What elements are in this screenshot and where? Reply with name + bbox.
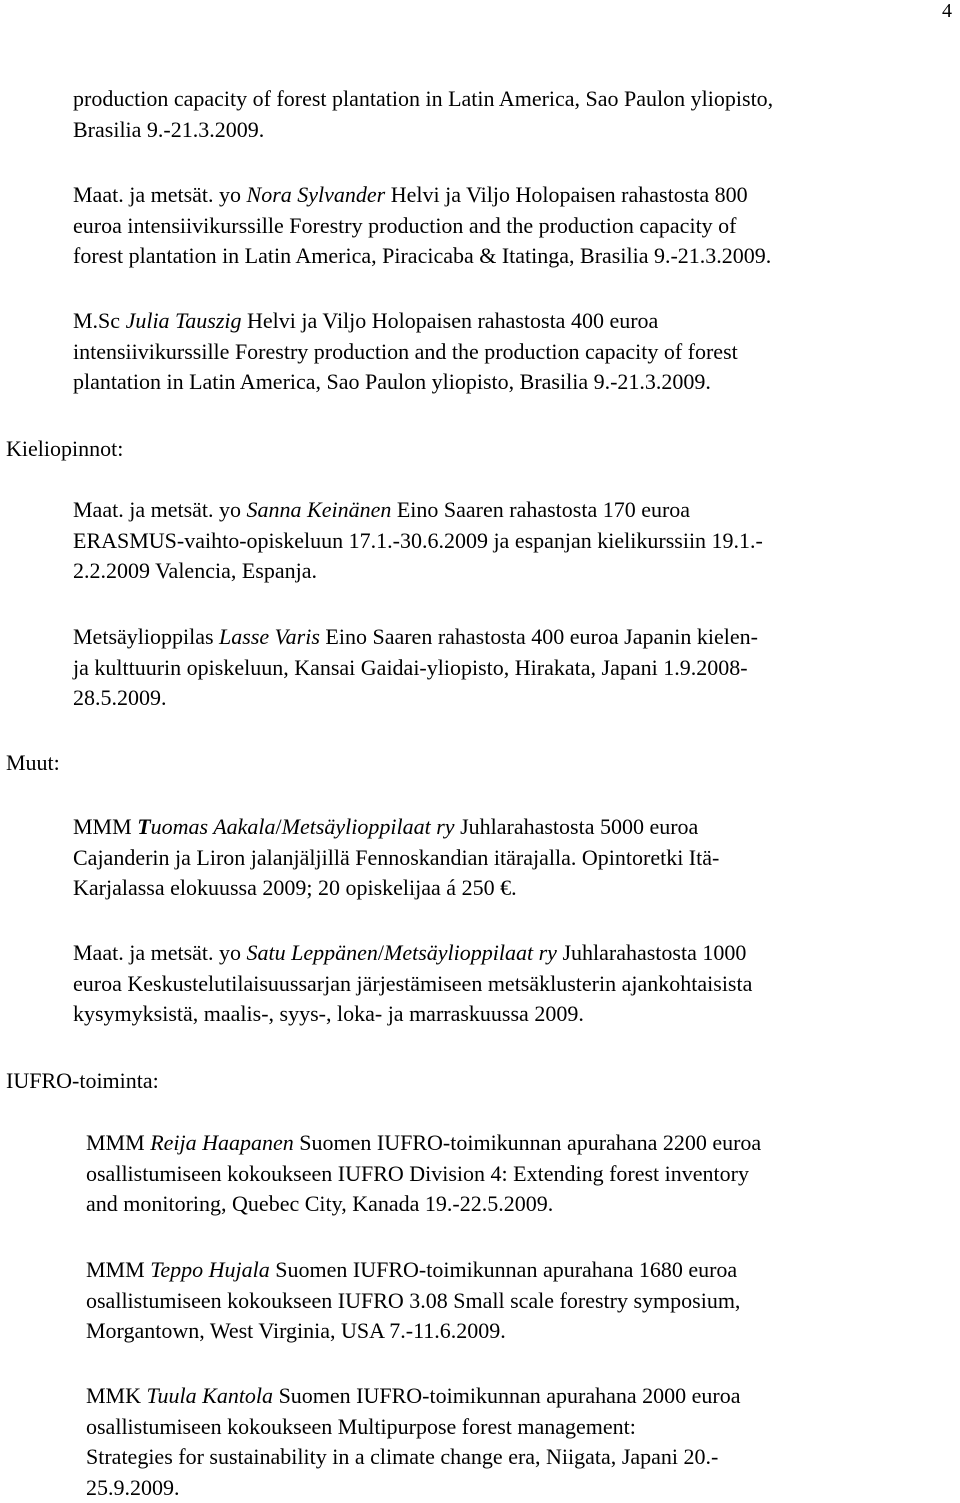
entry-tuula-kantola: [86, 1381, 946, 1503]
entry-line: osallistumiseen kokoukseen IUFRO Division 4: Extending forest inventory: [86, 1159, 946, 1190]
entry-text: Helvi ja Viljo Holopaisen rahastosta 400 euroa: [242, 308, 659, 333]
entry-line: intensiivikurssille Forestry production and the production capacity of forest: [73, 337, 933, 368]
entry-first-line: [73, 180, 933, 211]
entry-prefix: MMM: [86, 1130, 150, 1155]
word: Japani: [622, 1444, 678, 1469]
entry-line: 25.9.2009.: [86, 1473, 946, 1503]
entry-line: Karjalassa elokuussa 2009; 20 opiskelijaa á 250 €.: [73, 873, 933, 904]
entry-first-line: [73, 938, 933, 969]
entry-text: Eino Saaren rahastosta 400 euroa Japanin kielen-: [320, 624, 758, 649]
word: Strategies: [86, 1444, 173, 1469]
entry-reija-haapanen: [86, 1128, 946, 1220]
entry-text: Helvi ja Viljo Holopaisen rahastosta 800: [385, 182, 747, 207]
entry-line: forest plantation in Latin America, Piracicaba & Itatinga, Brasilia 9.-21.3.2009.: [73, 241, 933, 272]
entry-line: osallistumiseen kokoukseen Multipurpose forest management:: [86, 1412, 946, 1443]
entry-prefix: MMK: [86, 1383, 147, 1408]
recipient-name: uomas Aakala: [151, 814, 276, 839]
recipient-name: Tuula Kantola: [147, 1383, 274, 1408]
recipient-name: Sanna Keinänen: [247, 497, 392, 522]
entry-text: Suomen IUFRO-toimikunnan apurahana 1680 euroa: [270, 1257, 737, 1282]
word: change: [440, 1444, 502, 1469]
recipient-name: Satu Leppänen: [247, 940, 378, 965]
entry-nora-sylvander: [73, 180, 933, 272]
heading-kieliopinnot: Kieliopinnot:: [6, 434, 123, 464]
word: sustainability: [209, 1444, 326, 1469]
recipient-name: Nora Sylvander: [247, 182, 386, 207]
name-separator: /: [378, 940, 384, 965]
recipient-name: Lasse Varis: [219, 624, 320, 649]
entry-first-line: [86, 1255, 946, 1286]
entry-first-line: [73, 622, 933, 653]
entry-prefix: MMM: [86, 1257, 150, 1282]
entry-justified-line: [86, 1442, 931, 1473]
entry-first-line: [73, 306, 933, 337]
entry-teppo-hujala: [86, 1255, 946, 1347]
name-separator: /: [276, 814, 282, 839]
entry-line: ERASMUS-vaihto-opiskeluun 17.1.-30.6.2009 ja espanjan kielikurssiin 19.1.-: [73, 526, 933, 557]
word: a: [355, 1444, 365, 1469]
recipient-name: Julia Tauszig: [126, 308, 242, 333]
recipient-name: Reija Haapanen: [150, 1130, 294, 1155]
entry-sanna-keinanen: [73, 495, 933, 587]
recipient-name: Teppo Hujala: [150, 1257, 270, 1282]
organization-name: Metsäylioppilaat ry: [384, 940, 557, 965]
entry-line: Cajanderin ja Liron jalanjäljillä Fennoskandian itärajalla. Opintoretki Itä-: [73, 843, 933, 874]
entry-prefix: Maat. ja metsät. yo: [73, 182, 247, 207]
word: for: [178, 1444, 204, 1469]
entry-prefix: Maat. ja metsät. yo: [73, 940, 247, 965]
entry-julia-tauszig: [73, 306, 933, 398]
entry-continuation: [73, 84, 933, 145]
entry-line: Brasilia 9.-21.3.2009.: [73, 115, 933, 146]
entry-text: Suomen IUFRO-toimikunnan apurahana 2000 euroa: [273, 1383, 740, 1408]
entry-text: Juhlarahastosta 5000 euroa: [455, 814, 699, 839]
heading-iufro-toiminta: IUFRO-toiminta:: [6, 1066, 159, 1096]
entry-prefix: MMM: [73, 814, 137, 839]
entry-prefix: M.Sc: [73, 308, 126, 333]
word: Niigata,: [546, 1444, 616, 1469]
word: climate: [370, 1444, 435, 1469]
entry-line: kysymyksistä, maalis-, syys-, loka- ja marraskuussa 2009.: [73, 999, 933, 1030]
recipient-name-initial: T: [137, 814, 150, 839]
entry-line: and monitoring, Quebec City, Kanada 19.-22.5.2009.: [86, 1189, 946, 1220]
entry-prefix: Maat. ja metsät. yo: [73, 497, 247, 522]
entry-line: ja kulttuurin opiskeluun, Kansai Gaidai-yliopisto, Hirakata, Japani 1.9.2008-: [73, 653, 933, 684]
entry-text: Suomen IUFRO-toimikunnan apurahana 2200 euroa: [294, 1130, 761, 1155]
entry-lasse-varis: [73, 622, 933, 714]
heading-muut: Muut:: [6, 748, 60, 778]
entry-line: 28.5.2009.: [73, 683, 933, 714]
word: era,: [508, 1444, 540, 1469]
entry-tuomas-aakala: [73, 812, 933, 904]
entry-line: euroa intensiivikurssille Forestry production and the production capacity of: [73, 211, 933, 242]
entry-line: Morgantown, West Virginia, USA 7.-11.6.2009.: [86, 1316, 946, 1347]
entry-satu-leppanen: [73, 938, 933, 1030]
page-number: 4: [942, 0, 952, 22]
entry-first-line: [73, 812, 933, 843]
organization-name: Metsäylioppilaat ry: [282, 814, 455, 839]
entry-first-line: [86, 1381, 946, 1412]
entry-first-line: [73, 495, 933, 526]
entry-first-line: [86, 1128, 946, 1159]
word: in: [332, 1444, 349, 1469]
entry-prefix: Metsäylioppilas: [73, 624, 219, 649]
entry-line: euroa Keskustelutilaisuussarjan järjestämiseen metsäklusterin ajankohtaisista: [73, 969, 933, 1000]
entry-line: 2.2.2009 Valencia, Espanja.: [73, 556, 933, 587]
entry-text: Juhlarahastosta 1000: [557, 940, 746, 965]
word: 20.-: [684, 1444, 719, 1469]
entry-line: osallistumiseen kokoukseen IUFRO 3.08 Small scale forestry symposium,: [86, 1286, 946, 1317]
entry-line: plantation in Latin America, Sao Paulon yliopisto, Brasilia 9.-21.3.2009.: [73, 367, 933, 398]
entry-line: production capacity of forest plantation in Latin America, Sao Paulon yliopisto,: [73, 84, 933, 115]
entry-text: Eino Saaren rahastosta 170 euroa: [391, 497, 690, 522]
